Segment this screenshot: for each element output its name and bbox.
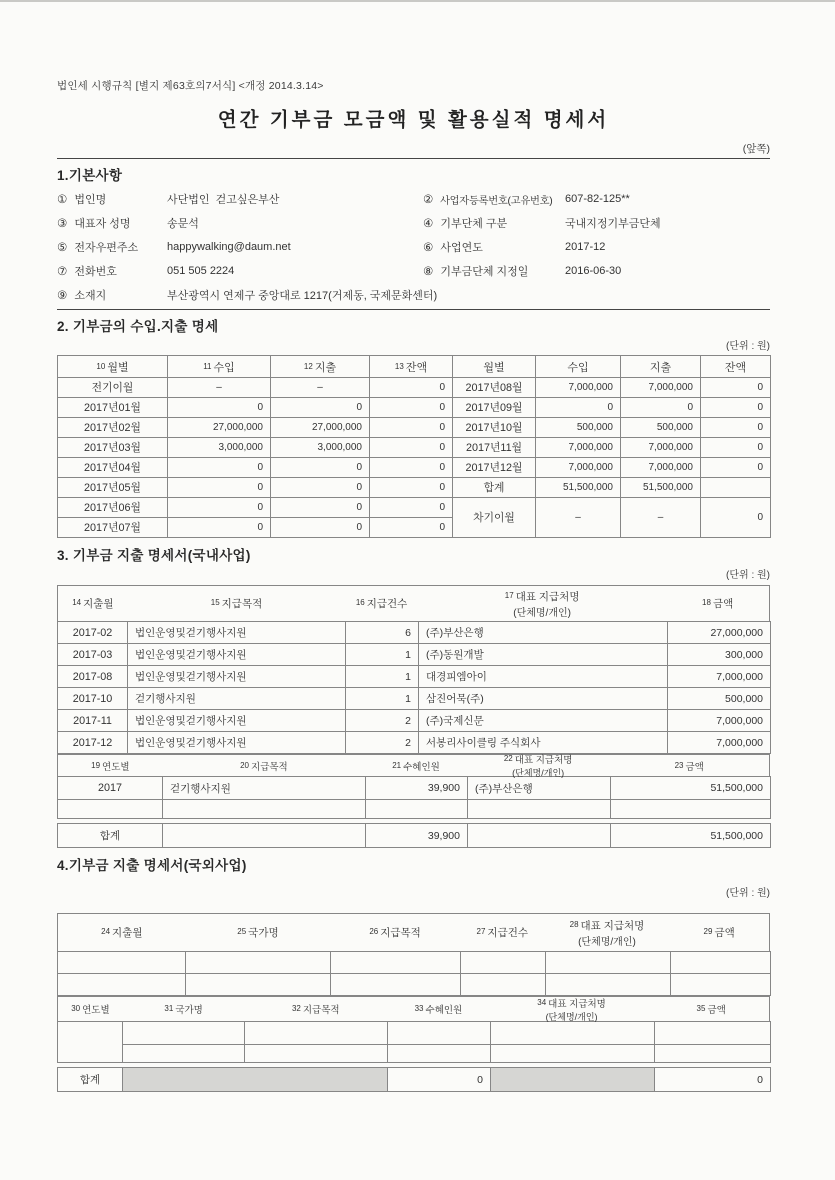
col-header-income: 수입 [536,356,621,378]
col-header-purpose: 15 지급목적 [210,598,263,610]
table-header-row [58,356,771,378]
table-row [58,952,771,974]
col-header-country: 25 국가명 [237,927,279,939]
total-label-cell: 합계 [58,1068,123,1092]
amount-cell: 300,000 [668,644,771,666]
amount-cell: 51,500,000 [536,478,621,498]
amount-cell: 0 [271,518,370,538]
empty-cell [461,974,546,996]
section4-heading: 4.기부금 지출 명세서(국외사업) [57,858,247,873]
payee-cell: (주)부산은행 [468,777,611,800]
year-cell [58,1022,123,1063]
empty-cell [546,974,671,996]
overseas-yearly-header [57,996,770,1021]
empty-cell [123,1022,245,1045]
circled-number: ⑤ [57,242,68,254]
amount-cell: 0 [370,518,453,538]
amount-cell: 500,000 [536,418,621,438]
circled-number: ⑨ [57,290,68,302]
domestic-yearly-header [57,754,770,776]
amount-cell: 0 [701,398,771,418]
label-text: 기부금단체 지정일 [440,266,529,278]
amount-cell: 0 [370,438,453,458]
empty-cell [186,952,331,974]
payee-cell: 삼진어묵(주) [419,688,668,710]
circled-number: ① [57,194,68,206]
unit-note: (단위 : 원) [726,570,770,581]
amount-cell: 3,000,000 [271,438,370,458]
domestic-detail-header [57,585,770,621]
purpose-cell: 법인운영및걷기행사지원 [128,622,346,644]
col-header-expense-month: 14 지출월 [72,598,114,610]
amount-cell: 0 [271,458,370,478]
col-header-balance: 13 잔액 [370,356,453,378]
empty-cell [655,1045,771,1063]
month-cell: 2017년07월 [58,518,168,538]
amount-cell: 7,000,000 [668,732,771,754]
count-cell: 2 [346,732,419,754]
amount-cell: 0 [370,458,453,478]
month-cell: 2017년03월 [58,438,168,458]
field-value-business-year: 2017-12 [565,241,606,253]
empty-cell [331,952,461,974]
regulation-line: 법인세 시행규칙 [별지 제63호의7서식] <개정 2014.3.14> [57,80,324,92]
table-row [58,644,771,666]
amount-cell: 0 [701,498,771,538]
col-header-month: 월별 [453,356,536,378]
label-text: 기부단체 구분 [440,218,508,230]
domestic-detail-table [57,621,771,754]
total-label-cell: 합계 [58,824,163,848]
field-label-designation-date [423,259,565,283]
table-row [58,666,771,688]
empty-cell [671,952,771,974]
empty-cell [546,952,671,974]
col-header-payee: 28 대표 지급처명 (단체명/개인) [569,919,645,948]
purpose-cell: 법인운영및걷기행사지원 [128,666,346,688]
purpose-cell: 걷기행사지원 [128,688,346,710]
table-row [58,478,771,498]
field-label-corp-name [57,187,167,211]
amount-cell: 27,000,000 [168,418,271,438]
count-cell: 1 [346,688,419,710]
field-value-representative: 송문석 [167,218,199,230]
payee-cell: 대경피엠아이 [419,666,668,688]
empty-cell [186,974,331,996]
col-header-year: $^{19}$ 연도별 [91,760,130,773]
table-row [58,1068,771,1092]
table-row [58,732,771,754]
amount-cell: 0 [701,418,771,438]
month-cell: 2017년11월 [453,438,536,458]
amount-cell [701,478,771,498]
empty-cell [468,824,611,848]
table-row [58,378,771,398]
domestic-total-row [57,823,771,848]
table-row [58,622,771,644]
label-text: 사업자등록번호(고유번호) [440,195,553,207]
col-header-expense-month: 24 지출월 [101,927,143,939]
col-header-expense: 12 지출 [271,356,370,378]
payee-cell [468,800,611,819]
amount-cell: 0 [271,498,370,518]
amount-cell: 0 [370,498,453,518]
amount-cell: 0 [621,398,701,418]
domestic-yearly-table [57,776,771,819]
purpose-cell [163,800,366,819]
table-row [58,974,771,996]
overseas-yearly-table [57,1021,771,1063]
month-cell: 2017년02월 [58,418,168,438]
amount-cell: 7,000,000 [536,378,621,398]
amount-cell: 0 [370,478,453,498]
amount-cell: 7,000,000 [536,438,621,458]
col-header-purpose: 26 지급목적 [369,927,421,939]
field-label-representative [57,211,167,235]
beneficiaries-cell: 39,900 [366,777,468,800]
col-header-payee: 17 대표 지급처명 (단체명/개인) [504,590,580,619]
purpose-cell: 걷기행사지원 [163,777,366,800]
table-row [58,777,771,800]
unit-note: (단위 : 원) [726,341,770,352]
empty-cell [331,974,461,996]
table-row [58,688,771,710]
empty-cell [163,824,366,848]
circled-number: ④ [423,218,434,230]
empty-cell [245,1045,388,1063]
month-cell: 2017년01월 [58,398,168,418]
section-divider [57,309,770,310]
month-cell: 2017-02 [58,622,128,644]
label-text: 대표자 성명 [74,218,131,230]
front-side-note: (앞쪽) [742,143,770,155]
col-header-payee: $^{34}$ 대표 지급처명 (단체명/개인) [537,997,606,1022]
col-header-purpose: $^{20}$ 지급목적 [240,760,288,773]
col-header-amount: $^{23}$ 금액 [674,760,704,773]
col-header-year: $^{30}$ 연도별 [71,1004,110,1016]
count-cell: 2 [346,710,419,732]
amount-cell: 0 [168,478,271,498]
document-title: 연간 기부금 모금액 및 활용실적 명세서 [217,109,610,131]
amount-cell: 7,000,000 [536,458,621,478]
table-row [58,438,771,458]
amount-cell: 27,000,000 [271,418,370,438]
field-label-phone [57,259,167,283]
col-header-balance: 잔액 [701,356,771,378]
amount-cell: 0 [271,398,370,418]
amount-cell: 0 [370,418,453,438]
field-value-designation-date: 2016-06-30 [565,265,622,277]
col-header-payee: $^{22}$ 대표 지급처명 (단체명/개인) [503,754,573,778]
empty-cell [388,1045,491,1063]
amount-cell: 3,000,000 [168,438,271,458]
amount-cell: 7,000,000 [621,458,701,478]
amount-cell: 51,500,000 [621,478,701,498]
amount-cell: – [168,378,271,398]
field-label-biz-number [423,187,565,211]
label-text: 법인명 [74,194,107,206]
month-cell: 2017년10월 [453,418,536,438]
table-row [58,398,771,418]
field-label-email [57,235,167,259]
field-label-address [57,283,167,307]
field-label-business-year [423,235,565,259]
circled-number: ③ [57,218,68,230]
count-cell: 1 [346,666,419,688]
year-cell: 2017 [58,777,163,800]
col-header-purpose: $^{32}$ 지급목적 [291,1004,340,1016]
month-cell: 2017년08월 [453,378,536,398]
amount-cell: 0 [701,458,771,478]
purpose-cell: 법인운영및걷기행사지원 [128,644,346,666]
table-row [58,498,771,518]
table-row [58,458,771,478]
month-cell: 2017-12 [58,732,128,754]
year-cell [58,800,163,819]
col-header-income: 11 수입 [168,356,271,378]
amount-cell: 0 [701,378,771,398]
beneficiaries-total-cell: 0 [388,1068,491,1092]
table-row [58,418,771,438]
basic-info-heading: 1.기본사항 [57,168,123,183]
month-cell: 2017-08 [58,666,128,688]
empty-cell [655,1022,771,1045]
month-cell: 2017년05월 [58,478,168,498]
amount-cell: 0 [168,458,271,478]
table-row [58,710,771,732]
amount-cell: 500,000 [621,418,701,438]
col-header-payment-count: 16 지급건수 [355,598,408,610]
unit-note: (단위 : 원) [726,888,770,899]
col-header-amount: 29 금액 [703,927,735,939]
month-cell: 2017년09월 [453,398,536,418]
table-row [58,1022,771,1045]
field-value-corp-name: 사단법인 걷고싶은부산 [167,194,280,206]
col-header-country: $^{31}$ 국가명 [164,1004,203,1016]
table-row [58,1045,771,1063]
field-label-org-type [423,211,565,235]
field-value-biz-number: 607-82-125** [565,193,630,205]
col-header-month: 10 월별 [58,356,168,378]
col-header-amount: 18 금액 [702,598,734,610]
empty-cell [491,1022,655,1045]
table-row [58,800,771,819]
amount-cell: 0 [271,478,370,498]
col-header-expense: 지출 [621,356,701,378]
empty-cell [671,974,771,996]
empty-cell [388,1022,491,1045]
label-text: 전자우편주소 [74,242,139,254]
overseas-total-row [57,1067,771,1092]
payee-cell: (주)동원개발 [419,644,668,666]
empty-cell [461,952,546,974]
amount-cell: 0 [370,398,453,418]
col-header-beneficiaries: $^{21}$ 수혜인원 [392,760,440,773]
payee-cell: (주)부산은행 [419,622,668,644]
field-value-address: 부산광역시 연제구 중앙대로 1217(거제동, 국제문화센터) [167,290,438,302]
overseas-detail-header [57,913,770,951]
purpose-cell: 법인운영및걷기행사지원 [128,732,346,754]
circled-number: ② [423,194,434,206]
total-label-cell: 합계 [453,478,536,498]
amount-cell: 0 [168,518,271,538]
beneficiaries-cell [366,800,468,819]
circled-number: ⑧ [423,266,434,278]
col-header-beneficiaries: $^{33}$ 수혜인원 [414,1004,463,1016]
section2-heading: 2. 기부금의 수입.지출 명세 [57,319,219,334]
month-cell: 전기이월 [58,378,168,398]
amount-cell: 7,000,000 [668,710,771,732]
month-cell: 2017-11 [58,710,128,732]
empty-cell [123,1045,245,1063]
amount-cell: 0 [536,398,621,418]
document-content [57,0,770,1092]
amount-cell: 0 [168,498,271,518]
amount-total-cell: 0 [655,1068,771,1092]
amount-cell: 7,000,000 [668,666,771,688]
month-cell: 2017년06월 [58,498,168,518]
count-cell: 6 [346,622,419,644]
amount-cell: 7,000,000 [621,438,701,458]
amount-cell [611,800,771,819]
empty-cell [58,952,186,974]
amount-total-cell: 51,500,000 [611,824,771,848]
circled-number: ⑦ [57,266,68,278]
income-expense-table [57,355,771,538]
beneficiaries-total-cell: 39,900 [366,824,468,848]
count-cell: 1 [346,644,419,666]
amount-cell: 0 [370,378,453,398]
label-text: 전화번호 [74,266,117,278]
table-row [58,824,771,848]
col-header-amount: $^{35}$ 금액 [696,1004,726,1016]
purpose-cell: 법인운영및걷기행사지원 [128,710,346,732]
amount-cell: 500,000 [668,688,771,710]
month-cell: 2017-10 [58,688,128,710]
payee-cell: (주)국제신문 [419,710,668,732]
empty-cell [245,1022,388,1045]
shaded-cell [123,1068,388,1092]
overseas-detail-table [57,951,771,996]
empty-cell [58,974,186,996]
amount-cell: 0 [701,438,771,458]
field-value-org-type: 국내지정기부금단체 [565,218,661,230]
circled-number: ⑥ [423,242,434,254]
field-value-phone: 051 505 2224 [167,265,235,277]
shaded-cell [491,1068,655,1092]
amount-cell: – [621,498,701,538]
month-cell: 2017년04월 [58,458,168,478]
amount-cell: – [536,498,621,538]
month-cell: 2017년12월 [453,458,536,478]
amount-cell: 51,500,000 [611,777,771,800]
empty-cell [491,1045,655,1063]
label-text: 소재지 [74,290,107,302]
section-divider [57,158,770,159]
amount-cell: 0 [168,398,271,418]
amount-cell: – [271,378,370,398]
label-text: 사업연도 [440,242,483,254]
amount-cell: 7,000,000 [621,378,701,398]
amount-cell: 27,000,000 [668,622,771,644]
payee-cell: 서봉리사이클링 주식회사 [419,732,668,754]
col-header-payment-count: 27 지급건수 [476,927,528,939]
basic-info-grid [57,187,770,307]
section3-heading: 3. 기부금 지출 명세서(국내사업) [57,548,251,563]
carryover-label-cell: 차기이월 [453,498,536,538]
field-value-email: happywalking@daum.net [167,241,291,253]
month-cell: 2017-03 [58,644,128,666]
